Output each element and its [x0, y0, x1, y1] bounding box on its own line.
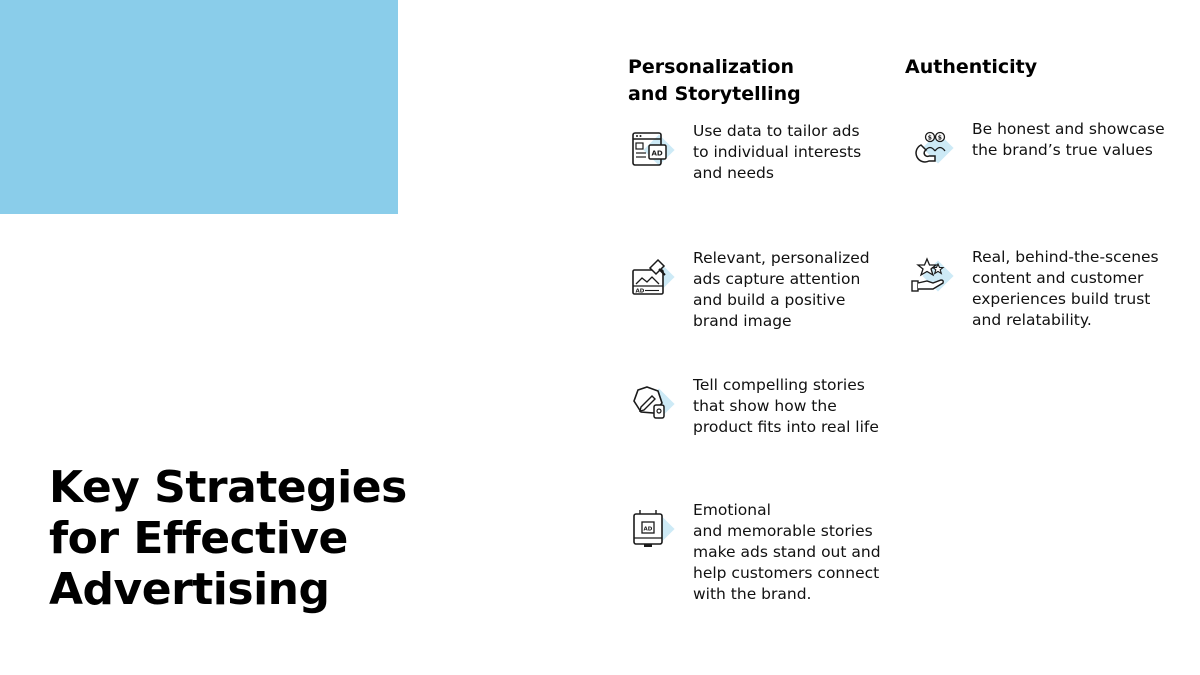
strategy-item	[628, 121, 888, 211]
ad-browser-icon	[628, 125, 680, 171]
magnet-customers-icon	[907, 123, 959, 169]
strategy-item	[907, 119, 1167, 209]
page-title: Key Strategies for Effective Advertising	[49, 462, 407, 615]
strategy-item	[628, 248, 888, 338]
strategy-item	[628, 375, 888, 465]
strategy-text: Tell compelling stories that show how the product fits into real life	[693, 376, 879, 436]
ad-monitor-icon	[628, 504, 680, 550]
strategy-text: Relevant, personalized ads capture attention and build a positive brand image	[693, 249, 870, 330]
hand-stars-icon	[907, 251, 959, 297]
ad-billboard-icon	[628, 252, 680, 298]
accent-block	[0, 0, 398, 214]
strategy-text: Be honest and showcase the brand’s true values	[972, 120, 1165, 159]
column-heading-authenticity: Authenticity	[905, 56, 1038, 78]
svg-text:$: $	[937, 134, 942, 142]
svg-text:AD: AD	[635, 288, 645, 295]
strategy-item	[628, 500, 888, 610]
svg-text:$: $	[927, 134, 932, 142]
strategy-text: Real, behind-the-scenes content and customer experiences build trust and relatability.	[972, 248, 1159, 329]
svg-text:AD: AD	[651, 149, 663, 158]
svg-text:AD: AD	[643, 526, 653, 533]
column-heading-personalization: Personalization and Storytelling	[628, 56, 801, 105]
story-pen-icon	[628, 379, 680, 425]
strategy-item	[907, 247, 1167, 337]
strategy-text: Use data to tailor ads to individual interests and needs	[693, 122, 862, 182]
strategy-text: Emotional and memorable stories make ads stand out and help customers connect with the brand.	[693, 501, 881, 603]
